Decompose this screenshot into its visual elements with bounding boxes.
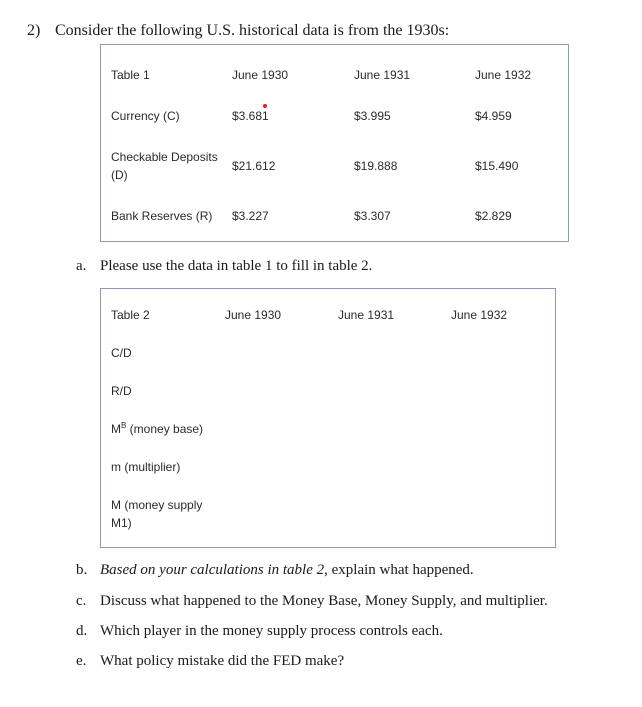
table1-reserves-1932: $2.829 <box>475 209 512 223</box>
table1-row-deposits-label <box>111 148 218 184</box>
table1-deposits-1932: $15.490 <box>475 159 519 173</box>
table1-col-june-1932: June 1932 <box>475 68 532 82</box>
sub-c-letter: c. <box>76 593 87 609</box>
question-text: Consider the following U.S. historical data is from the 1930s: <box>55 22 450 39</box>
table2-row-rd-label: R/D <box>111 384 132 398</box>
sub-d-letter: d. <box>76 623 88 639</box>
sub-a-text: Please use the data in table 1 to fill in table 2. <box>100 258 373 274</box>
table1-col-june-1930: June 1930 <box>232 68 289 82</box>
table1-deposits-1930: $21.612 <box>232 159 276 173</box>
table2-row-cd-label: C/D <box>111 346 132 360</box>
table1-currency-1930: $3.681 <box>232 109 269 123</box>
sub-question-d <box>76 623 443 640</box>
sub-c-text: Discuss what happened to the Money Base, Money Supply, and multiplier. <box>100 593 548 609</box>
table1-deposits-label-line1: Checkable Deposits <box>111 150 218 164</box>
sub-question-e <box>76 653 344 670</box>
question-number: 2) <box>27 22 41 39</box>
table-1 <box>100 44 569 242</box>
table1-deposits-1931: $19.888 <box>354 159 398 173</box>
sub-e-letter: e. <box>76 653 87 669</box>
money-base-text: (money base) <box>126 422 204 436</box>
sub-question-c <box>76 593 548 610</box>
table2-row-multiplier-label: m (multiplier) <box>111 460 181 474</box>
money-supply-label-line2: M1) <box>111 516 132 530</box>
money-base-superscript: B <box>121 421 127 430</box>
table2-row-money-base-label <box>111 420 203 438</box>
table1-deposits-label-line2: (D) <box>111 168 128 182</box>
sub-a-letter: a. <box>76 258 87 274</box>
table1-title: Table 1 <box>111 68 150 82</box>
table1-reserves-1931: $3.307 <box>354 209 391 223</box>
table2-col-june-1932: June 1932 <box>451 308 508 322</box>
sub-b-letter: b. <box>76 562 88 578</box>
table2-col-june-1931: June 1931 <box>338 308 395 322</box>
table1-col-june-1931: June 1931 <box>354 68 411 82</box>
table1-currency-1931: $3.995 <box>354 109 391 123</box>
table1-reserves-1930: $3.227 <box>232 209 269 223</box>
annotation-dot <box>263 104 267 108</box>
table1-row-reserves-label: Bank Reserves (R) <box>111 209 213 223</box>
sub-b-text: , explain what happened. <box>324 562 474 578</box>
sub-d-text: Which player in the money supply process controls each. <box>100 623 443 639</box>
table-2 <box>100 288 556 548</box>
table2-title: Table 2 <box>111 308 150 322</box>
table2-col-june-1930: June 1930 <box>225 308 282 322</box>
table2-row-money-supply-label <box>111 496 202 532</box>
sub-question-b <box>76 562 474 579</box>
money-base-symbol: M <box>111 422 121 436</box>
sub-b-italic-text: Based on your calculations in table 2 <box>100 562 325 578</box>
table1-currency-1932: $4.959 <box>475 109 512 123</box>
question-heading <box>27 22 449 40</box>
money-supply-label-line1: M (money supply <box>111 498 203 512</box>
table1-row-currency-label: Currency (C) <box>111 109 180 123</box>
sub-e-text: What policy mistake did the FED make? <box>100 653 345 669</box>
sub-question-a <box>76 258 372 275</box>
